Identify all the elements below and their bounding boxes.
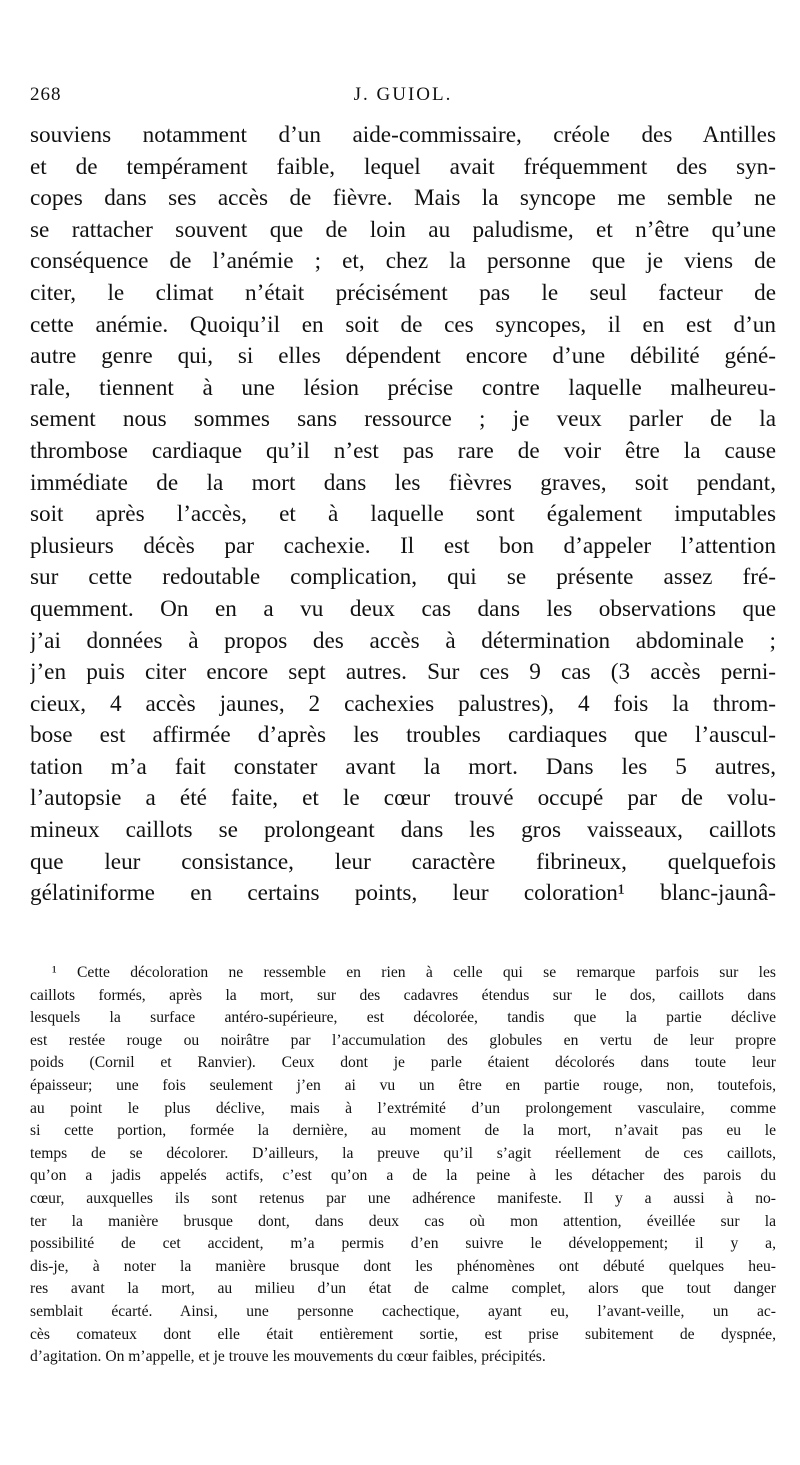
text-line: bose est affirmée d’après les troubles cardiaques que l’auscul-: [30, 722, 776, 749]
running-head: [30, 84, 776, 112]
text-line: quemment. On en a vu deux cas dans les observations que: [30, 595, 776, 622]
text-line: soit après l’accès, et à laquelle sont également imputables: [30, 501, 776, 528]
footnote-line: cœur, auxquelles ils sont retenus par une adhérence manifeste. Il y a aussi à no-: [30, 1189, 776, 1207]
footnote-line: épaisseur; une fois seulement j’en ai vu un être en partie rouge, non, toutefois,: [30, 1076, 776, 1094]
text-line: rale, tiennent à une lésion précise contre laquelle malheureu-: [30, 374, 776, 401]
text-line: cette anémie. Quoiqu’il en soit de ces syncopes, il en est d’un: [30, 311, 776, 338]
footnote-line: possibilité de cet accident, m’a permis d’en suivre le développement; il y a,: [30, 1235, 776, 1253]
text-line: et de tempérament faible, lequel avait fréquemment des syn-: [30, 153, 776, 180]
text-line: cieux, 4 accès jaunes, 2 cachexies palustres), 4 fois la throm-: [30, 690, 776, 717]
text-line: que leur consistance, leur caractère fibrineux, quelquefois: [30, 848, 776, 875]
text-line: souviens notamment d’un aide-commissaire, créole des Antilles: [30, 122, 776, 148]
footnote-line: ¹ Cette décoloration ne ressemble en rien à celle qui se remarque parfois sur les: [52, 964, 776, 981]
text-line: j’ai données à propos des accès à détermination abdominale ;: [30, 627, 776, 654]
footnote-line: semblait écarté. Ainsi, une personne cachectique, ayant eu, l’avant-veille, un ac-: [30, 1302, 776, 1320]
text-line: tation m’a fait constater avant la mort. Dans les 5 autres,: [30, 753, 776, 780]
footnote-line: res avant la mort, au milieu d’un état de calme complet, alors que tout danger: [30, 1280, 776, 1298]
text-line: autre genre qui, si elles dépendent encore d’une débilité géné-: [30, 343, 776, 370]
footnote-line: est restée rouge ou noirâtre par l’accumulation des globules en vertu de leur propre: [30, 1031, 776, 1049]
text-line: copes dans ses accès de fièvre. Mais la syncope me semble ne: [30, 185, 776, 212]
text-line: sur cette redoutable complication, qui se présente assez fré-: [30, 564, 776, 591]
text-line: j’en puis citer encore sept autres. Sur ces 9 cas (3 accès perni-: [30, 659, 776, 686]
text-line: citer, le climat n’était précisément pas le seul facteur de: [30, 279, 776, 306]
text-line: sement nous sommes sans ressource ; je veux parler de la: [30, 406, 776, 433]
footnote-line: cès comateux dont elle était entièrement sortie, est prise subitement de dyspnée,: [30, 1325, 776, 1343]
footnote-line: dis-je, à noter la manière brusque dont les phénomènes ont débuté quelques heu-: [30, 1257, 776, 1275]
footnote-line: si cette portion, formée la dernière, au moment de la mort, n’avait pas eu le: [30, 1122, 776, 1140]
footnote-line: ter la manière brusque dont, dans deux cas où mon attention, éveillée sur la: [30, 1212, 776, 1230]
footnote: [30, 962, 776, 1369]
text-line: thrombose cardiaque qu’il n’est pas rare de voir être la cause: [30, 437, 776, 464]
text-line: gélatiniforme en certains points, leur coloration¹ blanc-jaunâ-: [30, 880, 776, 907]
page-number: 268: [30, 84, 62, 105]
running-title: J. GUIOL.: [353, 84, 453, 105]
footnote-line: d’agitation. On m’appelle, et je trouve les mouvements du cœur faibles, précipités.: [30, 1348, 546, 1366]
text-line: immédiate de la mort dans les fièvres graves, soit pendant,: [30, 469, 776, 496]
footnote-line: lesquels la surface antéro-supérieure, est décolorée, tandis que la partie déclive: [30, 1009, 776, 1027]
text-line: l’autopsie a été faite, et le cœur trouvé occupé par de volu-: [30, 785, 776, 812]
footnote-line: temps de se décolorer. D’ailleurs, la preuve qu’il s’agit réellement de ces caillots,: [30, 1144, 776, 1162]
text-line: conséquence de l’anémie ; et, chez la personne que je viens de: [30, 248, 776, 275]
text-line: mineux caillots se prolongeant dans les gros vaisseaux, caillots: [30, 817, 776, 844]
footnote-line: au point le plus déclive, mais à l’extrémité d’un prolongement vasculaire, comme: [30, 1099, 776, 1117]
footnote-line: poids (Cornil et Ranvier). Ceux dont je parle étaient décolorés dans toute leur: [30, 1054, 776, 1072]
text-line: se rattacher souvent que de loin au paludisme, et n’être qu’une: [30, 216, 776, 243]
main-text: [30, 120, 776, 910]
footnote-line: qu’on a jadis appelés actifs, c’est qu’on a de la peine à les détacher des parois du: [30, 1167, 776, 1185]
text-line: plusieurs décès par cachexie. Il est bon d’appeler l’attention: [30, 532, 776, 559]
footnote-line: caillots formés, après la mort, sur des cadavres étendus sur le dos, caillots dans: [30, 986, 776, 1004]
